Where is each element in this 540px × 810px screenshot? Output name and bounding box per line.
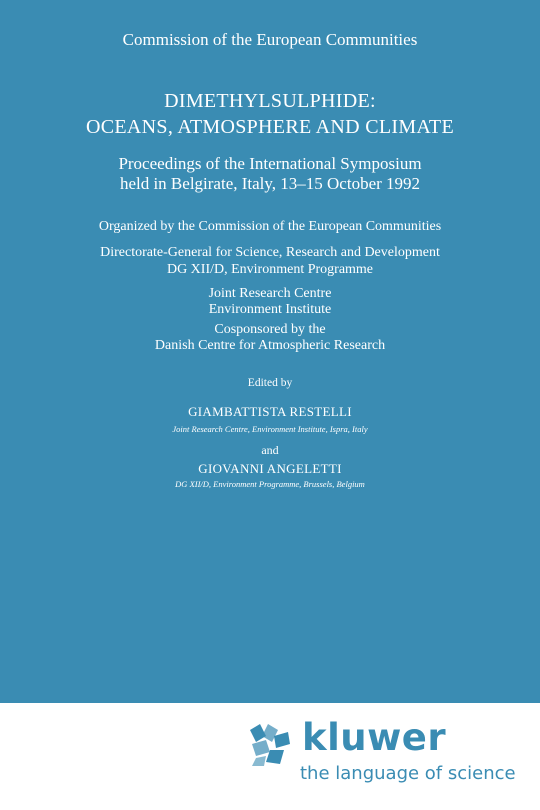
organizer-line: Cosponsored by the — [214, 322, 326, 337]
editor-affiliation: Joint Research Centre, Environment Institute, Ispra, Italy — [172, 424, 368, 434]
editor-name: GIAMBATTISTA RESTELLI — [188, 404, 352, 419]
and-label: and — [261, 443, 279, 457]
publisher-line: Commission of the European Communities — [122, 30, 418, 49]
title-line-1: DIMETHYLSULPHIDE: — [164, 90, 376, 112]
kluwer-logo-icon — [248, 722, 292, 766]
organizer-line: Directorate-General for Science, Research and Development — [100, 245, 440, 260]
editor-affiliation: DG XII/D, Environment Programme, Brussels, Belgium — [175, 479, 365, 489]
organizer-line: DG XII/D, Environment Programme — [166, 262, 374, 277]
title-line-2: OCEANS, ATMOSPHERE AND CLIMATE — [86, 116, 454, 138]
editor-name: GIOVANNI ANGELETTI — [198, 461, 342, 476]
organizer-line: Joint Research Centre — [208, 286, 332, 301]
organizer-line: Environment Institute — [208, 302, 332, 317]
brand-tagline: the language of science — [300, 763, 516, 784]
subtitle-line-2: held in Belgirate, Italy, 13–15 October 1992 — [119, 174, 421, 193]
organizer-line: Organized by the Commission of the European Communities — [98, 219, 442, 234]
brand-name: kluwer — [302, 716, 447, 759]
subtitle-line-1: Proceedings of the International Symposium — [118, 154, 422, 173]
organizer-line: Danish Centre for Atmospheric Research — [154, 338, 386, 353]
edited-by-label: Edited by — [247, 377, 293, 389]
